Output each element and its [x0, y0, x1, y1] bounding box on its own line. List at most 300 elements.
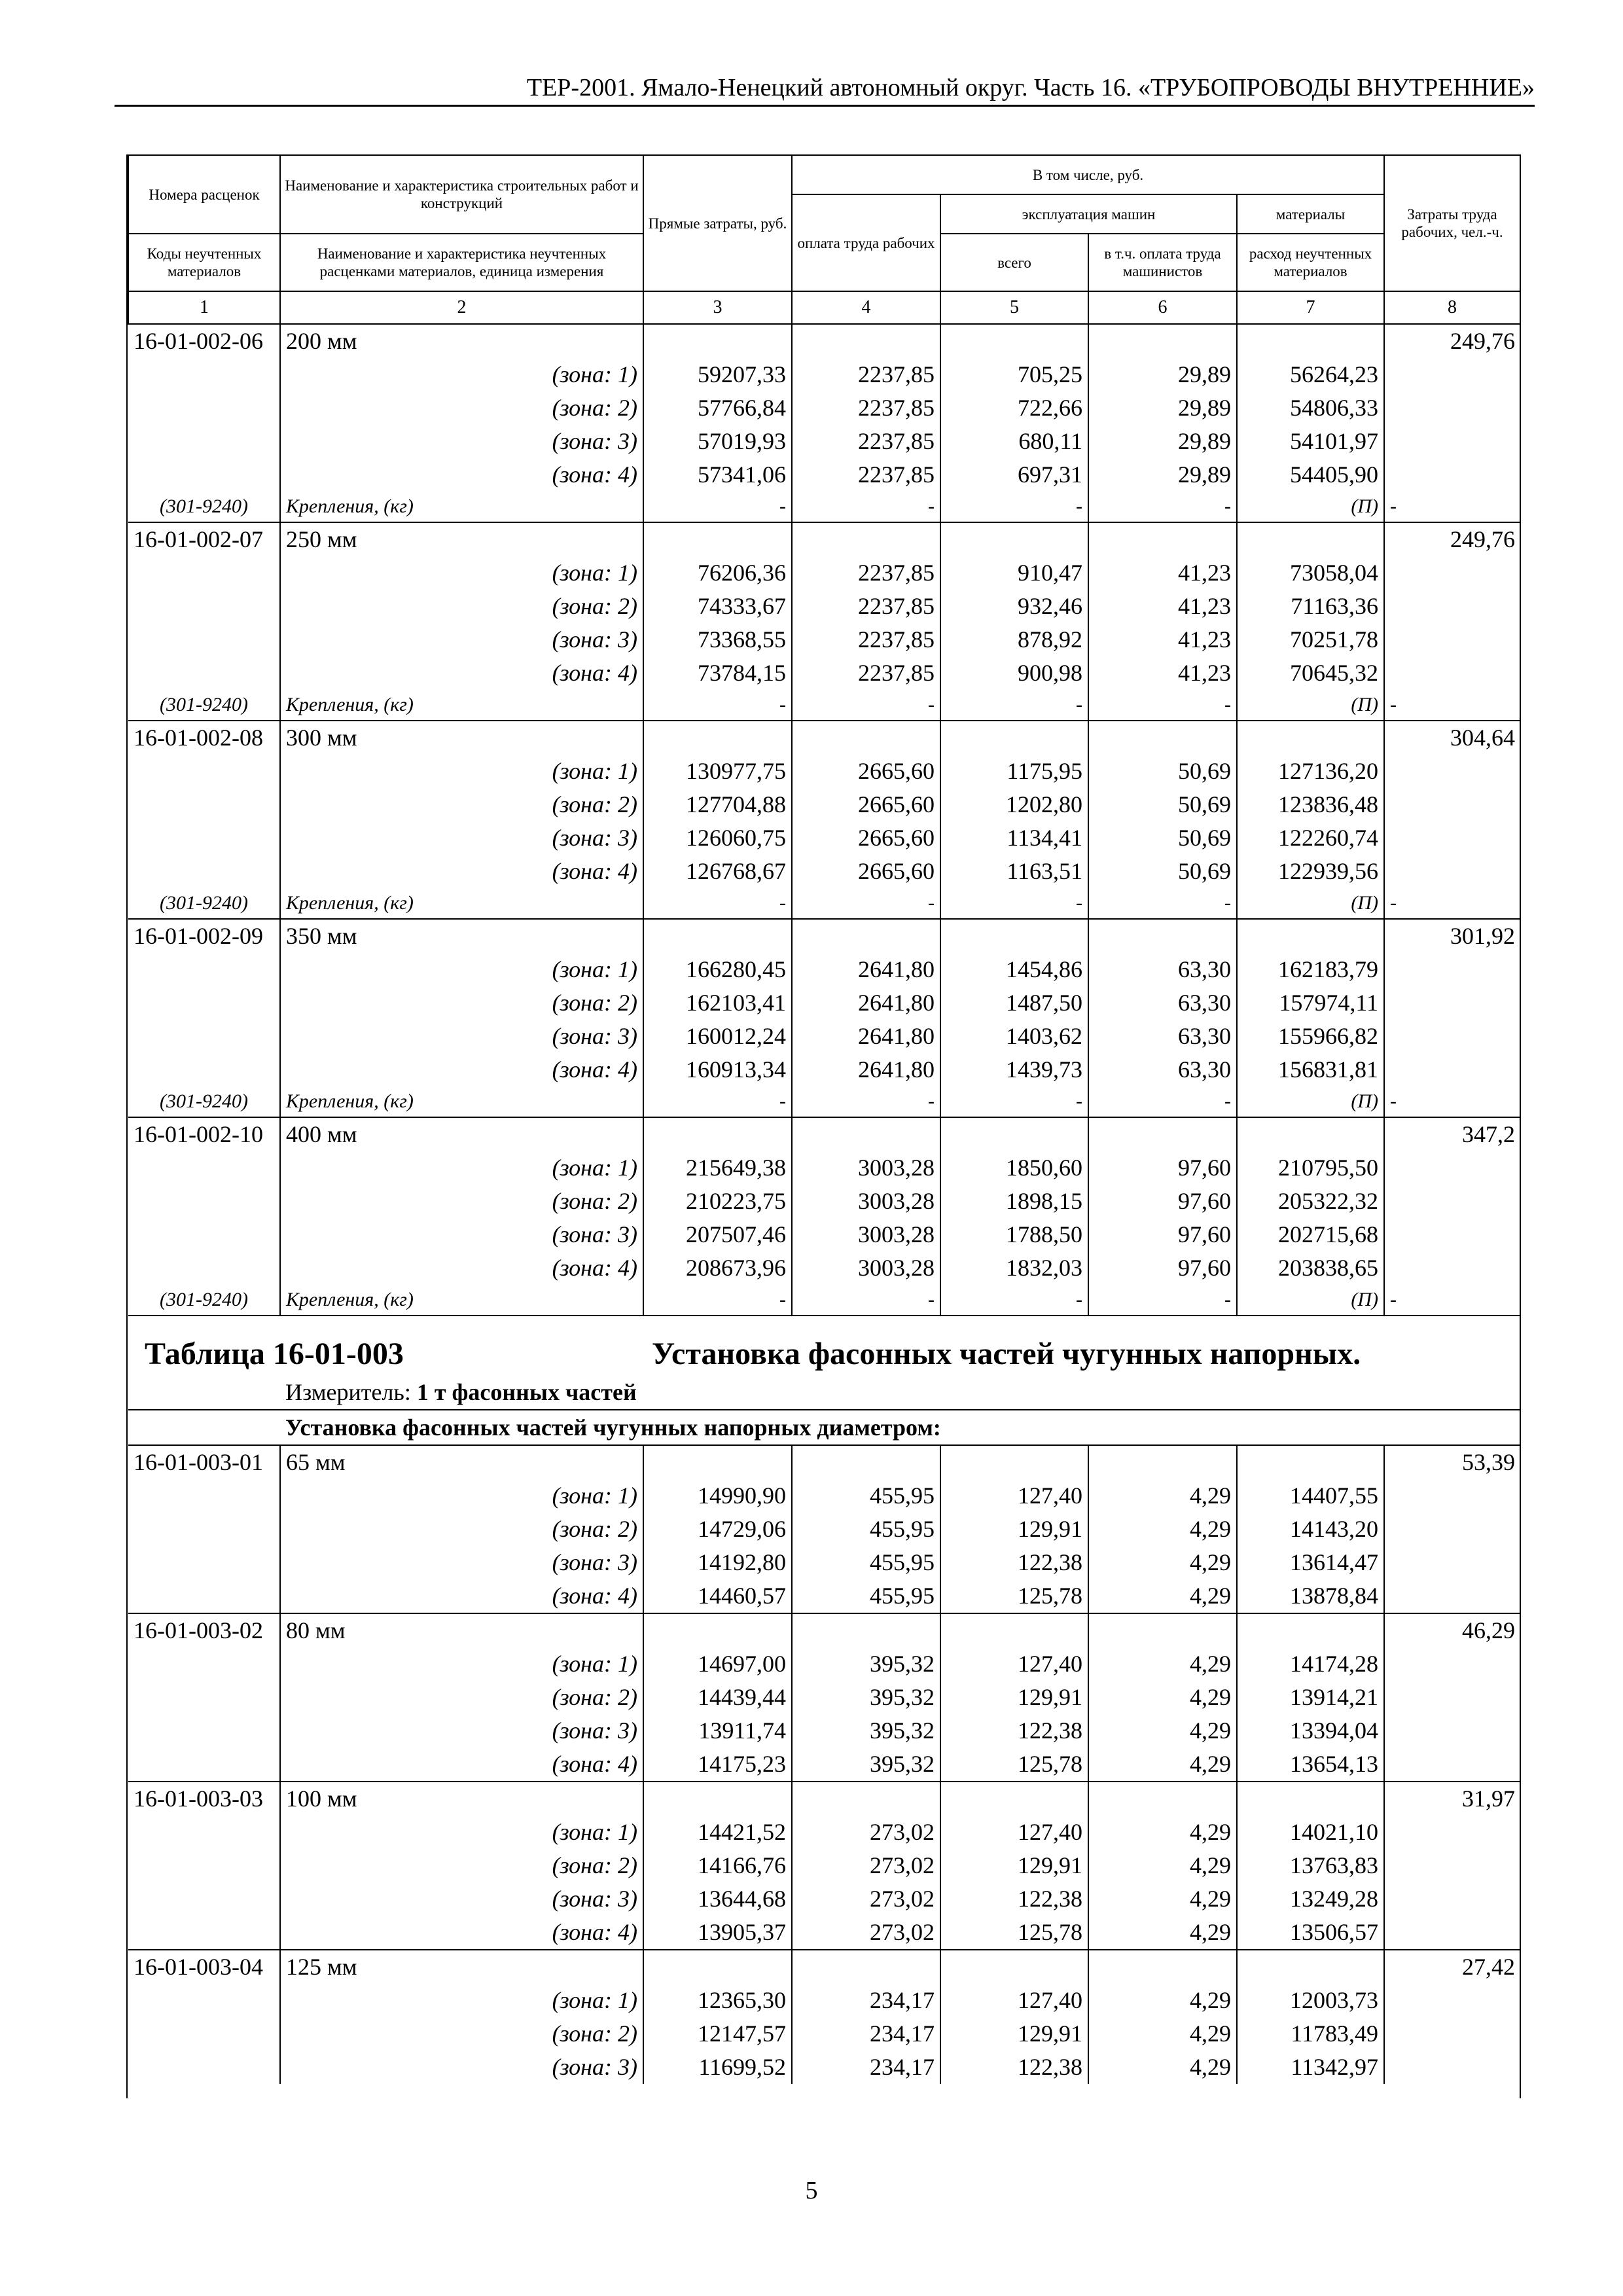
- material-flag: (П): [1237, 1086, 1384, 1117]
- empty-cell: [1237, 1613, 1384, 1647]
- table-title-row: [128, 1316, 1520, 1375]
- zone-row: [128, 821, 1520, 855]
- table-title-block: [128, 1316, 1520, 1375]
- dash-cell: -: [1384, 1285, 1520, 1316]
- value-cell: 4,29: [1088, 1816, 1237, 1849]
- rate-code: 16-01-002-06: [128, 324, 280, 358]
- value-cell: 910,47: [940, 556, 1088, 590]
- value-cell: 202715,68: [1237, 1218, 1384, 1251]
- empty-cell: [1384, 1849, 1520, 1882]
- dash-cell: -: [1384, 690, 1520, 721]
- col-name-bottom: Наименование и характеристика неучтенных расценками материалов, единица измерения: [280, 234, 643, 291]
- empty-cell: [1088, 1613, 1237, 1647]
- value-cell: 126768,67: [643, 855, 792, 888]
- empty-cell: [128, 1748, 280, 1782]
- zone-label: (зона: 2): [280, 1513, 643, 1546]
- empty-cell: [940, 1950, 1088, 1984]
- empty-cell: [1384, 1984, 1520, 2017]
- empty-cell: [792, 1950, 940, 1984]
- value-cell: 1487,50: [940, 986, 1088, 1020]
- value-cell: 2237,85: [792, 391, 940, 425]
- rates-sheet: [126, 154, 1521, 2098]
- empty-cell: [1384, 1479, 1520, 1513]
- column-numbers-row: [128, 291, 1520, 324]
- value-cell: 12003,73: [1237, 1984, 1384, 2017]
- empty-cell: [128, 623, 280, 656]
- value-cell: 127136,20: [1237, 755, 1384, 788]
- col-number: 4: [792, 291, 940, 324]
- empty-cell: [1088, 1782, 1237, 1816]
- material-code: (301-9240): [160, 1289, 248, 1310]
- labor-hours: 46,29: [1384, 1613, 1520, 1647]
- measure-row: [128, 1375, 1520, 1410]
- value-cell: 932,46: [940, 590, 1088, 623]
- value-cell: 3003,28: [792, 1185, 940, 1218]
- value-cell: 273,02: [792, 1882, 940, 1916]
- value-cell: 4,29: [1088, 1984, 1237, 2017]
- dash-cell: -: [1088, 1086, 1237, 1117]
- empty-cell: [792, 324, 940, 358]
- zone-label: (зона: 3): [280, 1218, 643, 1251]
- table-number: Таблица 16-01-003: [145, 1336, 404, 1371]
- empty-cell: [1384, 1816, 1520, 1849]
- value-cell: 50,69: [1088, 821, 1237, 855]
- value-cell: 11699,52: [643, 2051, 792, 2084]
- empty-cell: [643, 721, 792, 755]
- value-cell: 455,95: [792, 1479, 940, 1513]
- value-cell: 14421,52: [643, 1816, 792, 1849]
- empty-cell: [1384, 623, 1520, 656]
- empty-cell: [128, 821, 280, 855]
- value-cell: 122,38: [940, 1714, 1088, 1748]
- value-cell: 63,30: [1088, 986, 1237, 1020]
- value-cell: 127,40: [940, 1647, 1088, 1681]
- material-flag: (П): [1237, 1285, 1384, 1316]
- dash-cell: -: [643, 888, 792, 919]
- value-cell: 29,89: [1088, 391, 1237, 425]
- empty-cell: [1384, 855, 1520, 888]
- zone-row: [128, 1647, 1520, 1681]
- zone-row: [128, 656, 1520, 690]
- col-number: 5: [940, 291, 1088, 324]
- labor-hours: 249,76: [1384, 522, 1520, 556]
- value-cell: 14990,90: [643, 1479, 792, 1513]
- rate-code: 16-01-003-01: [128, 1445, 280, 1479]
- measure-label: Измеритель:: [285, 1379, 411, 1405]
- value-cell: 73368,55: [643, 623, 792, 656]
- value-cell: 4,29: [1088, 1479, 1237, 1513]
- value-cell: 395,32: [792, 1748, 940, 1782]
- value-cell: 162183,79: [1237, 953, 1384, 986]
- value-cell: 29,89: [1088, 458, 1237, 492]
- value-cell: 13911,74: [643, 1714, 792, 1748]
- empty-cell: [1384, 458, 1520, 492]
- value-cell: 97,60: [1088, 1218, 1237, 1251]
- material-code: (301-9240): [160, 495, 248, 517]
- value-cell: 234,17: [792, 2017, 940, 2051]
- value-cell: 97,60: [1088, 1251, 1237, 1285]
- empty-cell: [643, 1950, 792, 1984]
- col-labor: оплата труда рабочих: [792, 194, 940, 291]
- material-name: Крепления, (кг): [280, 492, 643, 522]
- zone-row: [128, 1681, 1520, 1714]
- material-flag: (П): [1237, 690, 1384, 721]
- dash-cell: -: [940, 888, 1088, 919]
- dash-cell: -: [792, 1086, 940, 1117]
- value-cell: 70251,78: [1237, 623, 1384, 656]
- empty-cell: [1237, 1117, 1384, 1151]
- value-cell: 1202,80: [940, 788, 1088, 821]
- zone-label: (зона: 3): [280, 2051, 643, 2084]
- value-cell: 1163,51: [940, 855, 1088, 888]
- empty-cell: [128, 1647, 280, 1681]
- empty-cell: [792, 522, 940, 556]
- dash-cell: -: [1384, 492, 1520, 522]
- rate-code: 16-01-002-07: [128, 522, 280, 556]
- value-cell: 215649,38: [643, 1151, 792, 1185]
- value-cell: 41,23: [1088, 590, 1237, 623]
- empty-cell: [128, 1053, 280, 1086]
- value-cell: 2665,60: [792, 755, 940, 788]
- zone-label: (зона: 1): [280, 556, 643, 590]
- material-code: (301-9240): [160, 694, 248, 715]
- rate-name: 200 мм: [280, 324, 643, 358]
- col-machines: эксплуатация машин: [940, 194, 1237, 234]
- zone-row: [128, 1546, 1520, 1579]
- zone-label: (зона: 3): [280, 623, 643, 656]
- zone-label: (зона: 2): [280, 2017, 643, 2051]
- value-cell: 71163,36: [1237, 590, 1384, 623]
- empty-cell: [128, 1251, 280, 1285]
- value-cell: 54806,33: [1237, 391, 1384, 425]
- col-machines-labor: в т.ч. оплата труда машинистов: [1088, 234, 1237, 291]
- zone-row: [128, 755, 1520, 788]
- value-cell: 57341,06: [643, 458, 792, 492]
- zone-label: (зона: 2): [280, 391, 643, 425]
- empty-cell: [1088, 721, 1237, 755]
- empty-cell: [1384, 1185, 1520, 1218]
- material-flag: (П): [1237, 492, 1384, 522]
- zone-row: [128, 1185, 1520, 1218]
- value-cell: 156831,81: [1237, 1053, 1384, 1086]
- value-cell: 697,31: [940, 458, 1088, 492]
- material-name: Крепления, (кг): [280, 888, 643, 919]
- value-cell: 273,02: [792, 1916, 940, 1950]
- zone-label: (зона: 4): [280, 1251, 643, 1285]
- value-cell: 127704,88: [643, 788, 792, 821]
- empty-cell: [1088, 522, 1237, 556]
- zone-row: [128, 788, 1520, 821]
- zone-label: (зона: 4): [280, 458, 643, 492]
- material-row: [128, 690, 1520, 721]
- zone-label: (зона: 4): [280, 1748, 643, 1782]
- value-cell: 157974,11: [1237, 986, 1384, 1020]
- value-cell: 29,89: [1088, 358, 1237, 391]
- value-cell: 878,92: [940, 623, 1088, 656]
- empty-cell: [128, 2017, 280, 2051]
- value-cell: 4,29: [1088, 1513, 1237, 1546]
- empty-cell: [128, 1882, 280, 1916]
- rate-head-row: [128, 1117, 1520, 1151]
- zone-label: (зона: 3): [280, 425, 643, 458]
- empty-cell: [940, 1445, 1088, 1479]
- col-materials-unacc: расход неучтенных материалов: [1237, 234, 1384, 291]
- rate-name: 350 мм: [280, 919, 643, 953]
- rate-head-row: [128, 919, 1520, 953]
- zone-row: [128, 953, 1520, 986]
- value-cell: 122,38: [940, 1546, 1088, 1579]
- empty-cell: [1384, 1748, 1520, 1782]
- value-cell: 4,29: [1088, 1748, 1237, 1782]
- zone-label: (зона: 4): [280, 656, 643, 690]
- rate-head-row: [128, 721, 1520, 755]
- value-cell: 125,78: [940, 1748, 1088, 1782]
- value-cell: 4,29: [1088, 2017, 1237, 2051]
- value-cell: 2237,85: [792, 425, 940, 458]
- col-code-top: Номера расценок: [128, 155, 280, 234]
- value-cell: 234,17: [792, 1984, 940, 2017]
- zone-row: [128, 425, 1520, 458]
- value-cell: 2641,80: [792, 1053, 940, 1086]
- rate-code: 16-01-003-02: [128, 1613, 280, 1647]
- empty-cell: [1384, 1882, 1520, 1916]
- empty-cell: [1384, 358, 1520, 391]
- value-cell: 900,98: [940, 656, 1088, 690]
- value-cell: 4,29: [1088, 2051, 1237, 2084]
- value-cell: 4,29: [1088, 1647, 1237, 1681]
- value-cell: 210795,50: [1237, 1151, 1384, 1185]
- value-cell: 273,02: [792, 1849, 940, 1882]
- rates-table: [128, 154, 1521, 2084]
- material-flag: (П): [1237, 888, 1384, 919]
- material-row: [128, 492, 1520, 522]
- table-title-cell: [128, 1316, 1520, 1375]
- value-cell: 11783,49: [1237, 2017, 1384, 2051]
- empty-cell: [1384, 590, 1520, 623]
- value-cell: 1403,62: [940, 1020, 1088, 1053]
- value-cell: 57019,93: [643, 425, 792, 458]
- value-cell: 122939,56: [1237, 855, 1384, 888]
- col-code-bottom: Коды неучтенных материалов: [128, 234, 280, 291]
- dash-cell: -: [1088, 1285, 1237, 1316]
- zone-label: (зона: 2): [280, 1185, 643, 1218]
- empty-cell: [128, 656, 280, 690]
- empty-cell: [1237, 1445, 1384, 1479]
- running-header-text: ТЕР-2001. Ямало-Ненецкий автономный округ. Часть 16. «ТРУБОПРОВОДЫ ВНУТРЕННИЕ»: [526, 74, 1535, 101]
- empty-cell: [1088, 1117, 1237, 1151]
- empty-cell: [1088, 1950, 1237, 1984]
- empty-cell: [128, 1410, 280, 1445]
- dash-cell: -: [643, 1285, 792, 1316]
- running-header: [115, 65, 1535, 107]
- value-cell: 2237,85: [792, 358, 940, 391]
- value-cell: 210223,75: [643, 1185, 792, 1218]
- value-cell: 41,23: [1088, 656, 1237, 690]
- col-direct: Прямые затраты, руб.: [643, 155, 792, 291]
- empty-cell: [792, 1782, 940, 1816]
- value-cell: 2237,85: [792, 556, 940, 590]
- col-number: 7: [1237, 291, 1384, 324]
- dash-cell: -: [940, 1285, 1088, 1316]
- zone-label: (зона: 1): [280, 1647, 643, 1681]
- dash-cell: -: [1088, 888, 1237, 919]
- zone-label: (зона: 4): [280, 1053, 643, 1086]
- value-cell: 13614,47: [1237, 1546, 1384, 1579]
- page-number: 5: [805, 2177, 818, 2204]
- value-cell: 2237,85: [792, 590, 940, 623]
- value-cell: 127,40: [940, 1479, 1088, 1513]
- empty-cell: [1384, 986, 1520, 1020]
- empty-cell: [128, 1916, 280, 1950]
- empty-cell: [1384, 1151, 1520, 1185]
- empty-cell: [128, 425, 280, 458]
- value-cell: 76206,36: [643, 556, 792, 590]
- rate-code: 16-01-002-09: [128, 919, 280, 953]
- empty-cell: [1384, 1251, 1520, 1285]
- labor-hours: 53,39: [1384, 1445, 1520, 1479]
- value-cell: 2665,60: [792, 855, 940, 888]
- rate-head-row: [128, 522, 1520, 556]
- value-cell: 41,23: [1088, 556, 1237, 590]
- value-cell: 2665,60: [792, 788, 940, 821]
- zone-label: (зона: 1): [280, 1984, 643, 2017]
- zone-row: [128, 391, 1520, 425]
- value-cell: 97,60: [1088, 1185, 1237, 1218]
- value-cell: 395,32: [792, 1681, 940, 1714]
- value-cell: 122,38: [940, 2051, 1088, 2084]
- section-heading: Установка фасонных частей чугунных напорных диаметром:: [280, 1410, 1520, 1445]
- value-cell: 125,78: [940, 1579, 1088, 1613]
- labor-hours: 31,97: [1384, 1782, 1520, 1816]
- value-cell: 395,32: [792, 1647, 940, 1681]
- empty-cell: [1088, 324, 1237, 358]
- empty-cell: [1237, 1950, 1384, 1984]
- value-cell: 41,23: [1088, 623, 1237, 656]
- empty-cell: [128, 1375, 280, 1410]
- zone-label: (зона: 2): [280, 788, 643, 821]
- dash-cell: -: [792, 492, 940, 522]
- value-cell: 4,29: [1088, 1849, 1237, 1882]
- zone-row: [128, 1714, 1520, 1748]
- rate-name: 300 мм: [280, 721, 643, 755]
- empty-cell: [128, 590, 280, 623]
- value-cell: 14729,06: [643, 1513, 792, 1546]
- value-cell: 129,91: [940, 1849, 1088, 1882]
- zone-label: (зона: 4): [280, 1916, 643, 1950]
- value-cell: 1898,15: [940, 1185, 1088, 1218]
- value-cell: 13506,57: [1237, 1916, 1384, 1950]
- value-cell: 205322,32: [1237, 1185, 1384, 1218]
- zone-row: [128, 590, 1520, 623]
- zone-label: (зона: 4): [280, 1579, 643, 1613]
- value-cell: 1175,95: [940, 755, 1088, 788]
- empty-cell: [1237, 721, 1384, 755]
- col-number: 6: [1088, 291, 1237, 324]
- empty-cell: [128, 458, 280, 492]
- dash-cell: -: [1088, 492, 1237, 522]
- value-cell: 123836,48: [1237, 788, 1384, 821]
- material-row: [128, 1285, 1520, 1316]
- empty-cell: [1384, 1546, 1520, 1579]
- value-cell: 705,25: [940, 358, 1088, 391]
- empty-cell: [128, 986, 280, 1020]
- zone-row: [128, 855, 1520, 888]
- zone-label: (зона: 2): [280, 590, 643, 623]
- value-cell: 13394,04: [1237, 1714, 1384, 1748]
- col-number: 3: [643, 291, 792, 324]
- empty-cell: [128, 391, 280, 425]
- labor-hours: 301,92: [1384, 919, 1520, 953]
- zone-row: [128, 1849, 1520, 1882]
- empty-cell: [1384, 788, 1520, 821]
- value-cell: 155966,82: [1237, 1020, 1384, 1053]
- rate-name: 100 мм: [280, 1782, 643, 1816]
- empty-cell: [128, 358, 280, 391]
- empty-cell: [792, 721, 940, 755]
- value-cell: 73784,15: [643, 656, 792, 690]
- zone-label: (зона: 3): [280, 1714, 643, 1748]
- zone-row: [128, 1816, 1520, 1849]
- value-cell: 13905,37: [643, 1916, 792, 1950]
- value-cell: 57766,84: [643, 391, 792, 425]
- value-cell: 160012,24: [643, 1020, 792, 1053]
- empty-cell: [1384, 1053, 1520, 1086]
- value-cell: 455,95: [792, 1513, 940, 1546]
- value-cell: 14174,28: [1237, 1647, 1384, 1681]
- value-cell: 14439,44: [643, 1681, 792, 1714]
- empty-cell: [792, 1613, 940, 1647]
- zone-row: [128, 623, 1520, 656]
- rate-code: 16-01-003-03: [128, 1782, 280, 1816]
- dash-cell: -: [940, 492, 1088, 522]
- empty-cell: [128, 1185, 280, 1218]
- empty-cell: [1384, 425, 1520, 458]
- col-number: 1: [128, 291, 280, 324]
- value-cell: 63,30: [1088, 1053, 1237, 1086]
- empty-cell: [940, 1613, 1088, 1647]
- rate-head-row: [128, 1613, 1520, 1647]
- zone-row: [128, 2017, 1520, 2051]
- empty-cell: [128, 1579, 280, 1613]
- empty-cell: [940, 721, 1088, 755]
- dash-cell: -: [792, 888, 940, 919]
- value-cell: 54101,97: [1237, 425, 1384, 458]
- value-cell: 395,32: [792, 1714, 940, 1748]
- empty-cell: [128, 1714, 280, 1748]
- rate-head-row: [128, 1782, 1520, 1816]
- empty-cell: [128, 556, 280, 590]
- zone-label: (зона: 1): [280, 1479, 643, 1513]
- value-cell: 162103,41: [643, 986, 792, 1020]
- empty-cell: [128, 1151, 280, 1185]
- value-cell: 1134,41: [940, 821, 1088, 855]
- empty-cell: [1384, 1020, 1520, 1053]
- zone-row: [128, 986, 1520, 1020]
- value-cell: 455,95: [792, 1579, 940, 1613]
- value-cell: 13914,21: [1237, 1681, 1384, 1714]
- value-cell: 207507,46: [643, 1218, 792, 1251]
- material-row: [128, 888, 1520, 919]
- value-cell: 12147,57: [643, 2017, 792, 2051]
- value-cell: 125,78: [940, 1916, 1088, 1950]
- empty-cell: [1384, 1681, 1520, 1714]
- rate-head-row: [128, 324, 1520, 358]
- empty-cell: [128, 2051, 280, 2084]
- empty-cell: [643, 522, 792, 556]
- empty-cell: [128, 1816, 280, 1849]
- value-cell: 127,40: [940, 1816, 1088, 1849]
- empty-cell: [1384, 953, 1520, 986]
